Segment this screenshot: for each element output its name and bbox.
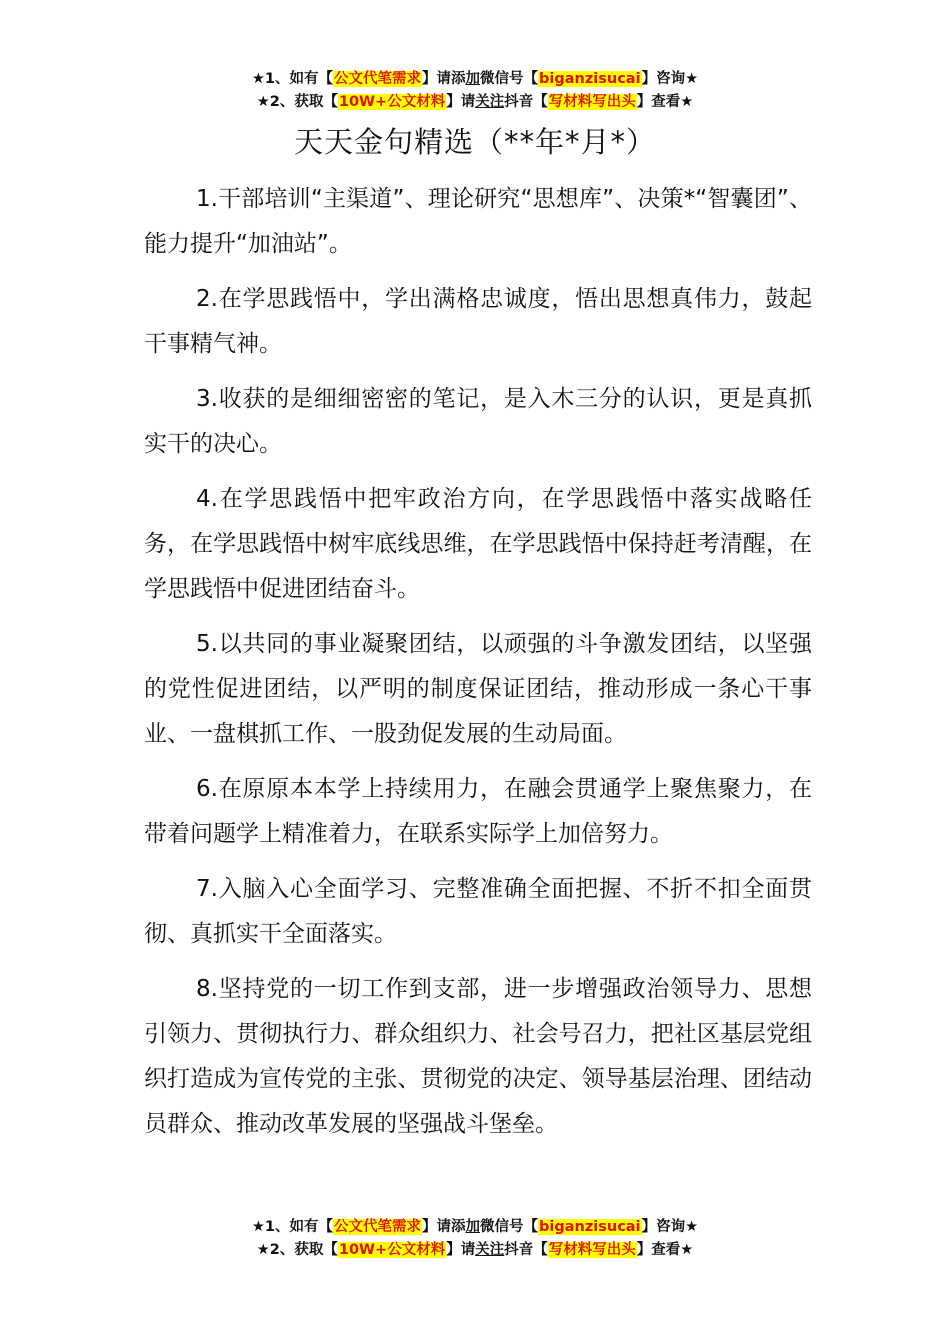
highlight-service: 公文代笔需求 xyxy=(334,71,422,87)
banner-text: 微信号【 xyxy=(480,71,539,87)
highlight-materials: 10W+公文材料 xyxy=(338,1242,446,1258)
paragraph: 2.在学思践悟中，学出满格忠诚度，悟出思想真伟力，鼓起干事精气神。 xyxy=(144,286,812,357)
banner-text: 】请添 xyxy=(422,71,466,87)
paragraph: 6.在原原本本学上持续用力，在融会贯通学上聚焦聚力，在带着问题学上精准着力，在联系实际学上加倍努力。 xyxy=(144,776,812,847)
paragraph: 4.在学思践悟中把牢政治方向，在学思践悟中落实战略任务，在学思践悟中树牢底线思维，在学思践悟中保持赶考清醒，在学思践悟中促进团结奋斗。 xyxy=(144,486,812,602)
paragraph: 8.坚持党的一切工作到支部，进一步增强政治领导力、思想引领力、贯彻执行力、群众组织力、社会号召力，把社区基层党组织打造成为宣传党的主张、贯彻党的决定、领导基层治理、团结动员群众、推动改革发展的坚强战斗堡垒。 xyxy=(144,976,812,1137)
banner-underlined: 加 xyxy=(465,71,481,87)
document-body xyxy=(144,177,812,1157)
banner-line-2 xyxy=(0,1239,950,1262)
highlight-materials: 10W+公文材料 xyxy=(338,94,446,110)
banner-underlined: 关注 xyxy=(475,1242,505,1258)
banner-text: ★2、获取【 xyxy=(256,1242,338,1258)
paragraph: 3.收获的是细细密密的笔记，是入木三分的认识，更是真抓实干的决心。 xyxy=(144,386,812,457)
banner-text: 抖音【 xyxy=(504,94,548,110)
banner-underlined: 关注 xyxy=(475,94,505,110)
page-title: 天天金句精选（**年*月*） xyxy=(293,125,656,159)
banner-line-1 xyxy=(0,1216,950,1239)
banner-text: 】请 xyxy=(446,1242,476,1258)
banner-text: 抖音【 xyxy=(504,1242,548,1258)
highlight-service: 公文代笔需求 xyxy=(334,1219,422,1235)
paragraph: 5.以共同的事业凝聚团结，以顽强的斗争激发团结，以坚强的党性促进团结，以严明的制度保证团结，推动形成一条心干事业、一盘棋抓工作、一股劲促发展的生动局面。 xyxy=(144,631,812,747)
banner-text: 】查看★ xyxy=(636,1242,694,1258)
banner-line-2 xyxy=(0,91,950,114)
paragraph: 7.入脑入心全面学习、完整准确全面把握、不折不扣全面贯彻、真抓实干全面落实。 xyxy=(144,876,812,947)
banner-text: 微信号【 xyxy=(480,1219,539,1235)
highlight-douyin-account: 写材料写出头 xyxy=(548,94,636,110)
header-banner xyxy=(0,68,950,114)
banner-text: 】咨询★ xyxy=(641,1219,699,1235)
highlight-wechat-id: biganzisucai xyxy=(539,71,641,87)
banner-text: 】请 xyxy=(446,94,476,110)
banner-text: 】咨询★ xyxy=(641,71,699,87)
banner-line-1 xyxy=(0,68,950,91)
paragraph: 1.干部培训“主渠道”、理论研究“思想库”、决策*“智囊团”、能力提升“加油站”。 xyxy=(144,186,812,257)
highlight-wechat-id: biganzisucai xyxy=(539,1219,641,1235)
banner-text: ★1、如有【 xyxy=(251,1219,334,1235)
banner-text: ★2、获取【 xyxy=(256,94,338,110)
banner-text: 】查看★ xyxy=(636,94,694,110)
highlight-douyin-account: 写材料写出头 xyxy=(548,1242,636,1258)
banner-text: ★1、如有【 xyxy=(251,71,334,87)
banner-underlined: 加 xyxy=(465,1219,481,1235)
banner-text: 】请添 xyxy=(422,1219,466,1235)
footer-banner xyxy=(0,1216,950,1262)
